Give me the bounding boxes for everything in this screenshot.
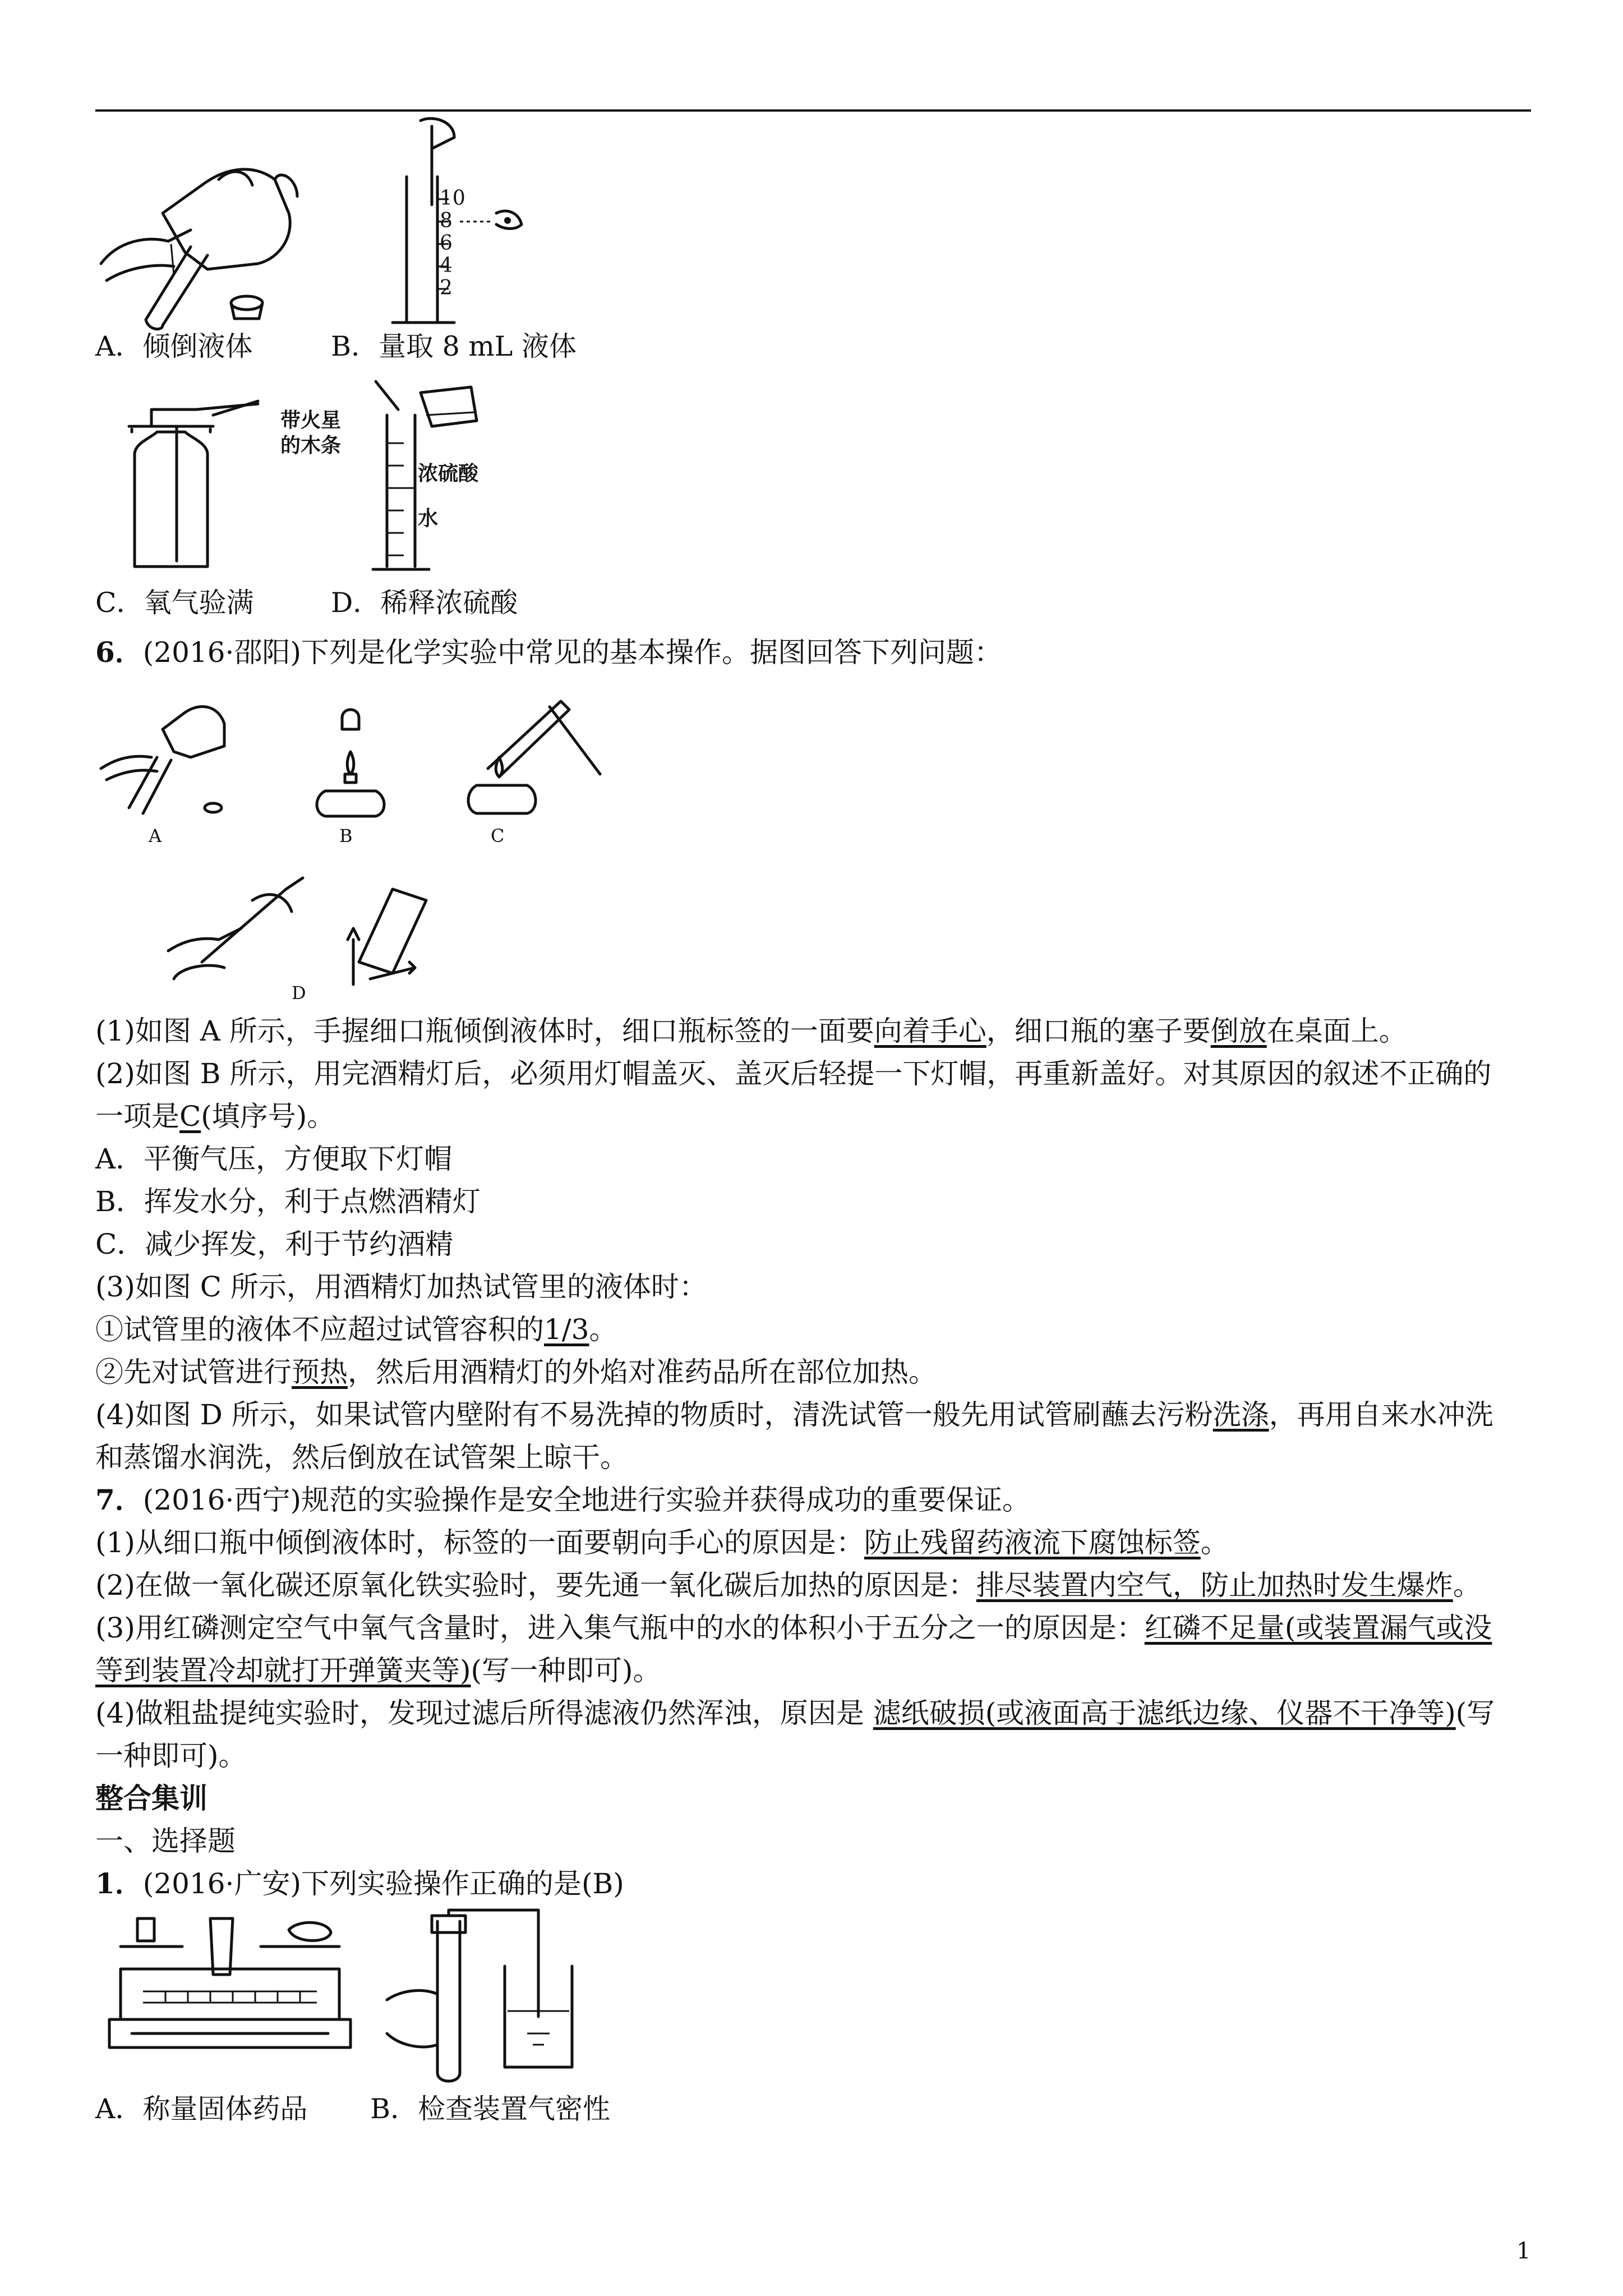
- scale-label-6: 6: [440, 232, 453, 255]
- q7-answer-1: 防止残留药液流下腐蚀标签: [864, 1526, 1201, 1559]
- q7-part2: (2)在做一氧化碳还原氧化铁实验时，要先通一氧化碳后加热的原因是：排尽装置内空气，防止加热时发生爆炸。: [95, 1569, 1481, 1602]
- q6-part4-line2: 和蒸馏水润洗，然后倒放在试管架上晾干。: [95, 1441, 628, 1474]
- q6-fig-letter-a: A: [149, 825, 162, 846]
- q6-part2-line1: (2)如图 B 所示，用完酒精灯后，必须用灯帽盖灭、盖灭后轻提一下灯帽，再重新盖好。对其原因的叙述不正确的: [95, 1057, 1492, 1090]
- caption-b: B．量取 8 mL 液体: [331, 330, 577, 362]
- page-number: 1: [1516, 2238, 1531, 2264]
- label-conc-acid: 浓硫酸: [418, 462, 479, 485]
- q6-answer-2: C: [179, 1100, 201, 1133]
- q6-part3-2: ②先对试管进行预热，然后用酒精灯的外焰对准药品所在部位加热。: [95, 1356, 937, 1388]
- q7-answer-3a: 红磷不足量(或装置漏气或没: [1144, 1612, 1492, 1644]
- q6-option-a: A．平衡气压，方便取下灯帽: [95, 1143, 453, 1175]
- q6-part1: (1)如图 A 所示，手握细口瓶倾倒液体时，细口瓶标签的一面要向着手心，细口瓶的塞子要倒放在桌面上。: [95, 1015, 1407, 1047]
- q6-answer-3a: 1/3: [544, 1313, 589, 1346]
- figure-pouring-liquid: [95, 146, 308, 331]
- scale-label-8: 8: [440, 209, 453, 232]
- q7-answer-3b: 等到装置冷却就打开弹簧夹等): [95, 1654, 471, 1687]
- q1-caption-a: A．称量固体药品: [95, 2093, 308, 2125]
- scale-label-2: 2: [440, 277, 453, 300]
- q6-answer-1a: 向着手心: [874, 1015, 986, 1047]
- figure-q6-a: [95, 696, 241, 819]
- q7-part1: (1)从细口瓶中倾倒液体时，标签的一面要朝向手心的原因是：防止残留药液流下腐蚀标签。: [95, 1526, 1229, 1559]
- section-subtitle: 一、选择题: [95, 1825, 236, 1857]
- q6-part2-line2: 一项是C(填序号)。: [95, 1100, 335, 1133]
- label-glowing-splint-1: 带火星: [280, 409, 342, 432]
- scale-label-10: 10: [440, 187, 465, 210]
- q7-answer-2: 排尽装置内空气，防止加热时发生爆炸: [976, 1569, 1453, 1602]
- figure-balance: [104, 1907, 362, 2076]
- q6-fig-letter-d: D: [292, 982, 306, 1004]
- figure-q6-d: [157, 867, 449, 996]
- q6-option-b: B．挥发水分，利于点燃酒精灯: [95, 1185, 481, 1218]
- q6-answer-3b: 预热: [292, 1356, 348, 1388]
- figure-q6-b: [303, 707, 398, 819]
- q6-fig-letter-c: C: [491, 825, 505, 846]
- q7-part4-line2: 一种即可)。: [95, 1740, 247, 1772]
- q7-heading: 7．(2016·西宁)规范的实验操作是安全地进行实验并获得成功的重要保证。: [95, 1483, 1030, 1516]
- q6-answer-1b: 倒放: [1210, 1015, 1267, 1047]
- q1-caption-b: B．检查装置气密性: [370, 2093, 611, 2125]
- q7-answer-4: 滤纸破损(或液面高于滤纸边缘、仪器不干净等): [873, 1697, 1456, 1729]
- q7-part4-line1: (4)做粗盐提纯实验时，发现过滤后所得滤液仍然浑浊，原因是 滤纸破损(或液面高于滤纸边缘、仪器不干净等)(写: [95, 1697, 1495, 1729]
- q6-part3: (3)如图 C 所示，用酒精灯加热试管里的液体时：: [95, 1271, 707, 1303]
- q6-part4-line1: (4)如图 D 所示，如果试管内壁附有不易洗掉的物质时，清洗试管一般先用试管刷蘸去污粉洗涤，再用自来水冲洗: [95, 1398, 1493, 1431]
- figure-airtight-check: [381, 1904, 589, 2084]
- figure-q6-c: [465, 690, 611, 819]
- q6-answer-4: 洗涤: [1212, 1398, 1269, 1431]
- section-title: 整合集训: [95, 1782, 208, 1815]
- q1-heading: 1．(2016·广安)下列实验操作正确的是(B): [95, 1867, 624, 1900]
- q6-option-c: C．减少挥发，利于节约酒精: [95, 1228, 454, 1260]
- q6-fig-letter-b: B: [339, 825, 353, 846]
- q6-part3-1: ①试管里的液体不应超过试管容积的1/3。: [95, 1313, 617, 1346]
- figure-measuring-cylinder: [387, 115, 533, 328]
- header-rule: [95, 109, 1531, 112]
- q7-part3-line1: (3)用红磷测定空气中氧气含量时，进入集气瓶中的水的体积小于五分之一的原因是：红磷不足量(或装置漏气或没: [95, 1612, 1492, 1644]
- caption-c: C．氧气验满: [95, 587, 254, 619]
- q7-part3-line2: 等到装置冷却就打开弹簧夹等)(写一种即可)。: [95, 1654, 661, 1687]
- figure-oxygen-test: [123, 398, 269, 578]
- label-water: 水: [418, 507, 439, 530]
- caption-d: D．稀释浓硫酸: [331, 587, 518, 619]
- label-glowing-splint-2: 的木条: [280, 434, 342, 457]
- caption-a: A．倾倒液体: [95, 330, 253, 362]
- scale-label-4: 4: [440, 254, 453, 277]
- q6-heading: 6．(2016·邵阳)下列是化学实验中常见的基本操作。据图回答下列问题：: [95, 636, 1002, 669]
